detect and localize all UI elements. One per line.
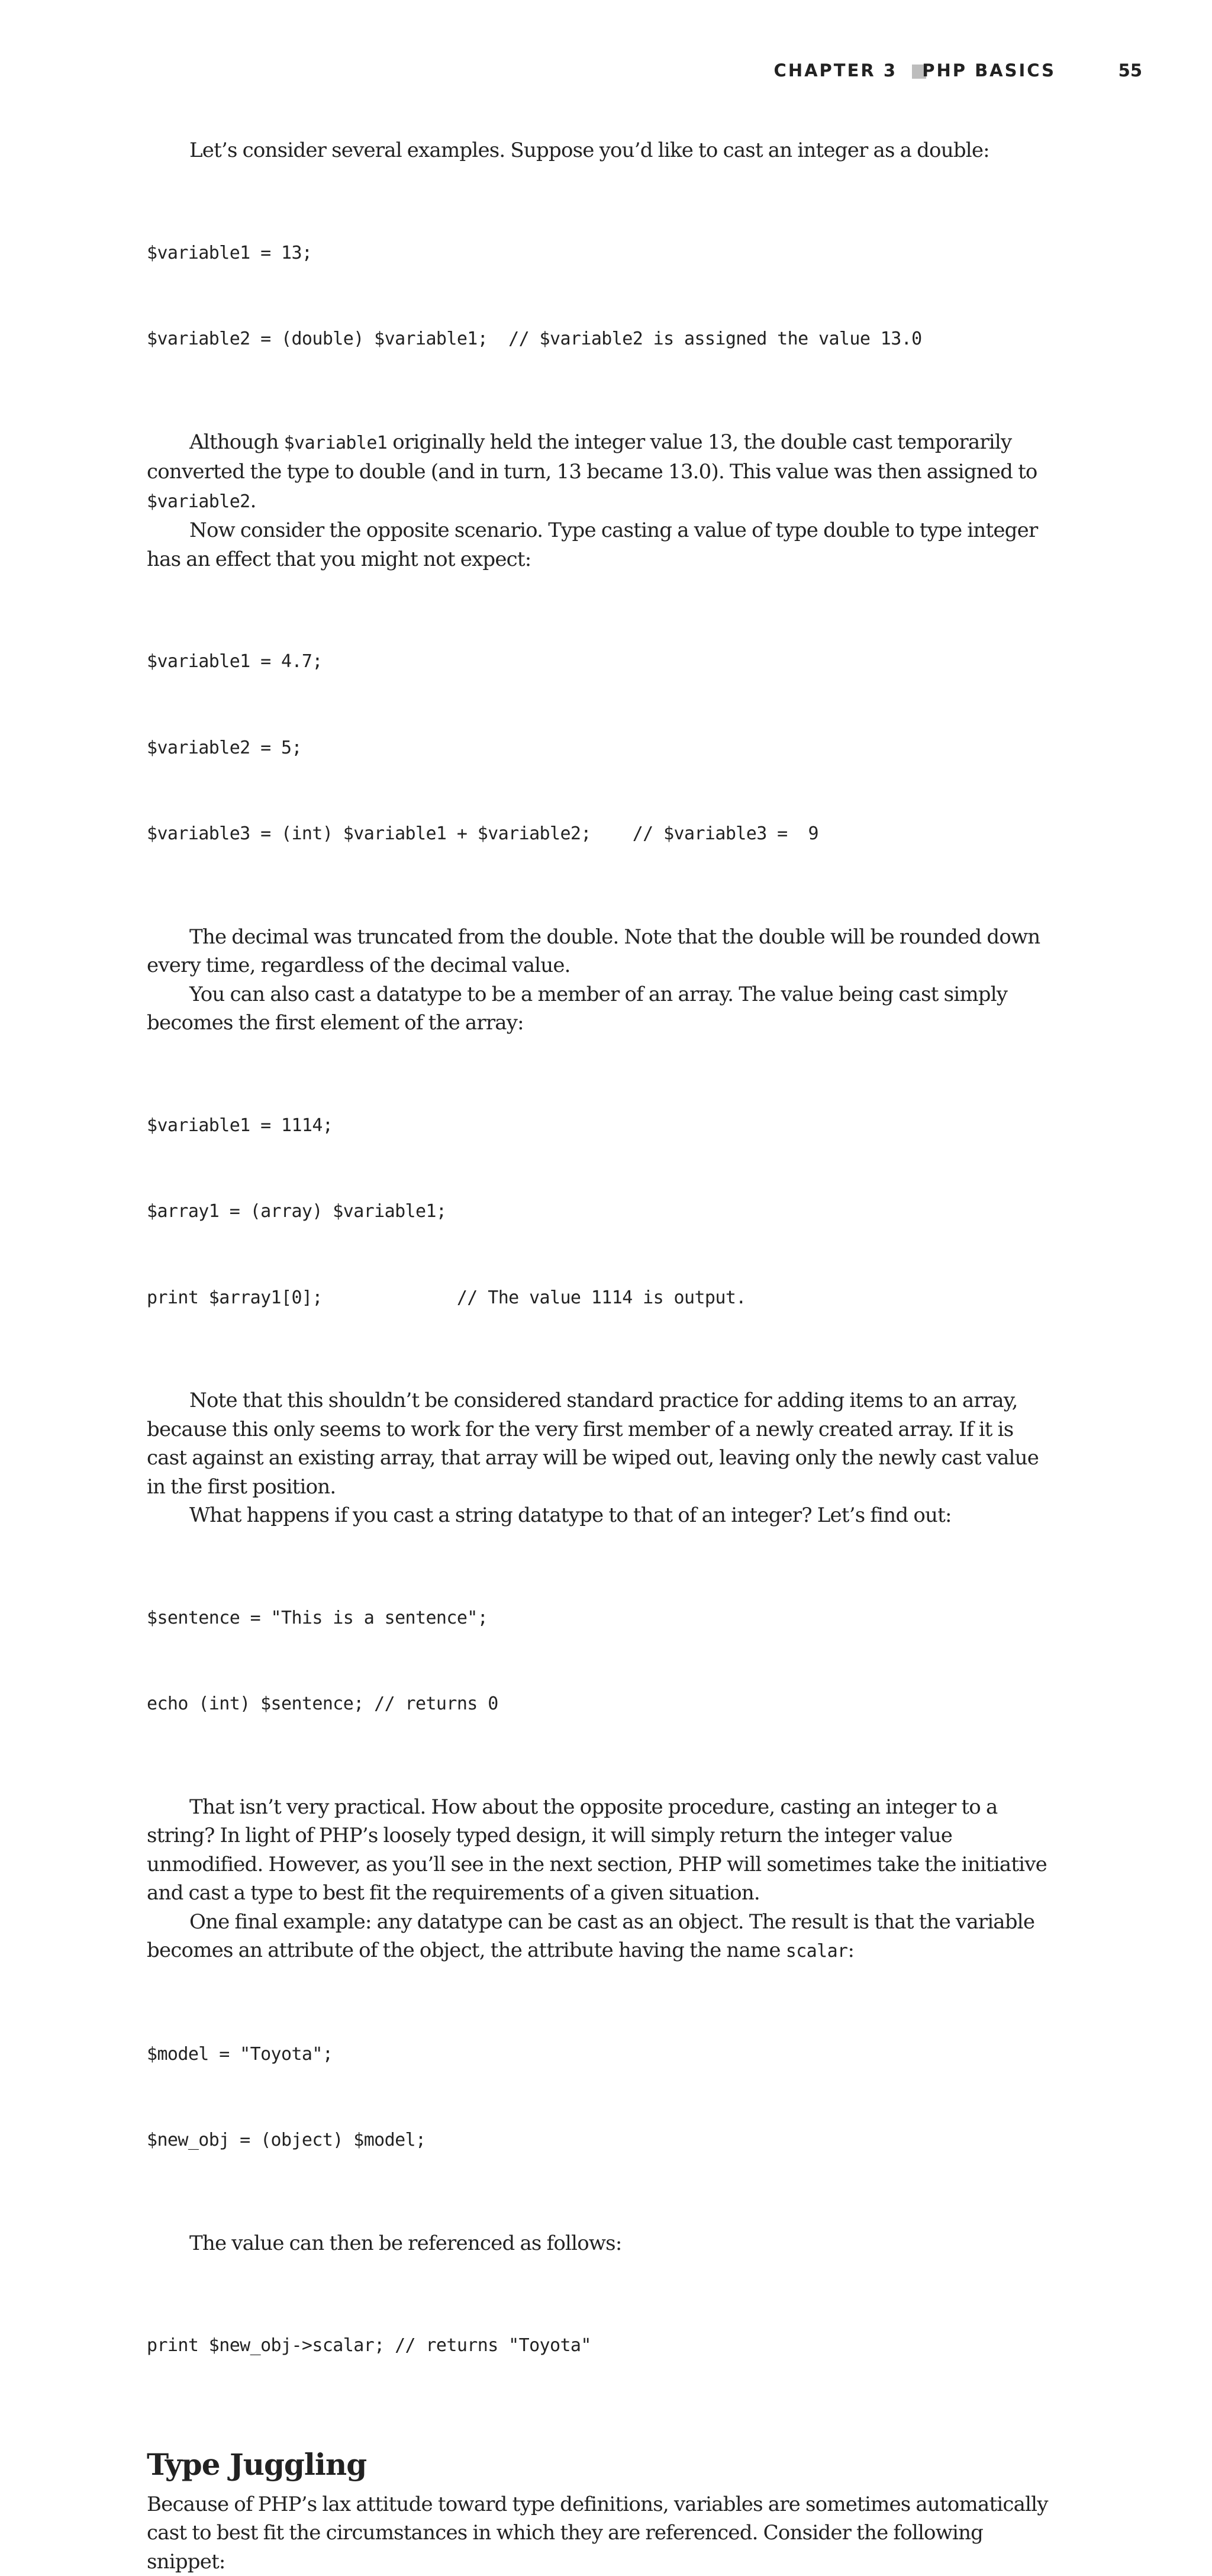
paragraph: You can also cast a datatype to be a member of an array. The value being cast simply becomes the first element of the array: <box>147 980 1052 1038</box>
paragraph: That isn’t very practical. How about the opposite procedure, casting an integer to a string? In light of PHP’s loosely typed design, it will simply return the integer value unmodified. However, as you’ll see in the next section, PHP will sometimes take the initiative and cast a type to best fit the requirements of a given situation. <box>147 1793 1052 1908</box>
text-run: Although <box>189 430 284 454</box>
code-block <box>147 1983 1052 2213</box>
inline-code: $variable2 <box>147 491 250 512</box>
paragraph: What happens if you cast a string datatype to that of an integer? Let’s find out: <box>147 1501 1052 1530</box>
running-header <box>710 60 1142 84</box>
code-line: print $new_obj->scalar; // returns "Toyota" <box>147 2332 1052 2361</box>
code-line: $variable3 = (int) $variable1 + $variable2; // $variable3 = 9 <box>147 820 1052 849</box>
paragraph <box>147 428 1052 517</box>
paragraph: The value can then be referenced as follows: <box>147 2229 1052 2258</box>
paragraph: The decimal was truncated from the double. Note that the double will be rounded down every time, regardless of the decimal value. <box>147 923 1052 980</box>
code-line: $variable2 = (double) $variable1; // $variable2 is assigned the value 13.0 <box>147 325 1052 354</box>
section-heading: Type Juggling <box>147 2446 1052 2483</box>
page-body <box>147 136 1052 2576</box>
code-line: $new_obj = (object) $model; <box>147 2126 1052 2155</box>
text-run: . <box>250 489 256 513</box>
paragraph: Let’s consider several examples. Suppose you’d like to cast an integer as a double: <box>147 136 1052 165</box>
code-line: $model = "Toyota"; <box>147 2040 1052 2069</box>
code-block <box>147 182 1052 411</box>
inline-code: scalar <box>786 1941 848 1962</box>
code-line: print $array1[0]; // The value 1114 is output. <box>147 1284 1052 1313</box>
paragraph: Now consider the opposite scenario. Type casting a value of type double to type integer has an effect that you might not expect: <box>147 516 1052 574</box>
section-label: PHP BASICS <box>922 60 1056 80</box>
text-run: : <box>848 1939 855 1962</box>
text-run: originally held the integer value 13, the double cast temporarily converted the type to double (and in turn, 13 became 13.0). This value was then assigned to <box>147 430 1037 484</box>
code-block <box>147 1054 1052 1370</box>
code-block <box>147 2274 1052 2418</box>
paragraph: Note that this shouldn’t be considered standard practice for adding items to an array, because this only seems to work for the very first member of a newly created array. If it is cast against an existing array, that array will be wiped out, leaving only the newly cast value in the first position. <box>147 1386 1052 1501</box>
paragraph <box>147 1908 1052 1966</box>
code-line: $variable2 = 5; <box>147 734 1052 763</box>
text-run: One final example: any datatype can be cast as an object. The result is that the variable becomes an attribute of the object, the attribute having the name <box>147 1910 1034 1963</box>
chapter-label: CHAPTER 3 <box>774 60 897 80</box>
code-line: $sentence = "This is a sentence"; <box>147 1604 1052 1633</box>
paragraph: Because of PHP’s lax attitude toward type definitions, variables are sometimes automatically cast to best fit the circumstances in which they are referenced. Consider the following snippet: <box>147 2490 1052 2576</box>
page-number: 55 <box>1118 60 1142 80</box>
code-line: $array1 = (array) $variable1; <box>147 1197 1052 1226</box>
code-line: $variable1 = 1114; <box>147 1112 1052 1141</box>
code-block <box>147 590 1052 906</box>
code-block <box>147 1547 1052 1776</box>
code-line: $variable1 = 4.7; <box>147 648 1052 677</box>
code-line: $variable1 = 13; <box>147 239 1052 268</box>
code-line: echo (int) $sentence; // returns 0 <box>147 1690 1052 1719</box>
inline-code: $variable1 <box>284 433 388 453</box>
